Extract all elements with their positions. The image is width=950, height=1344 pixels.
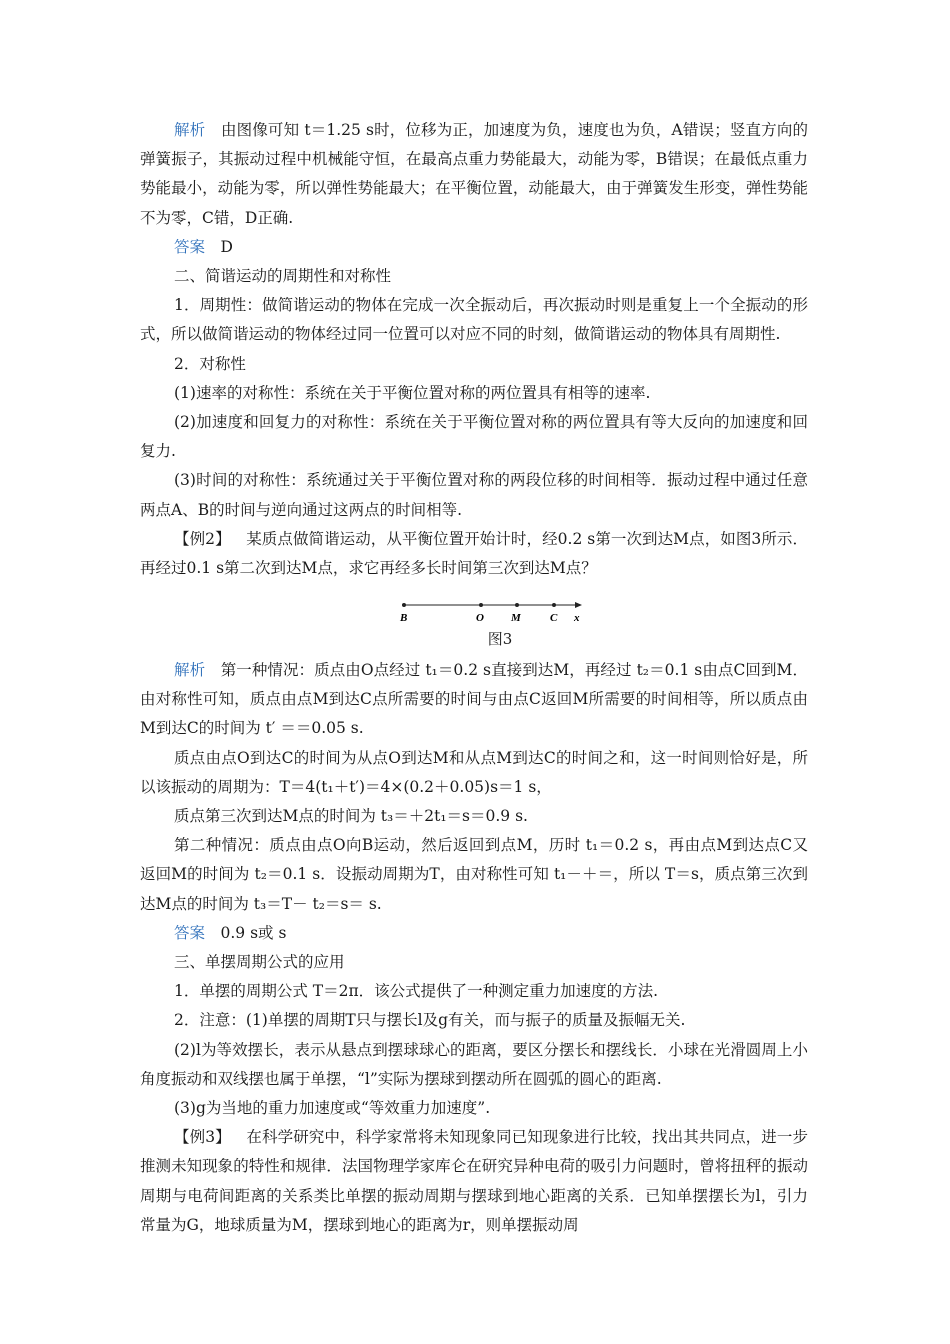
example-3-question: [140, 1123, 808, 1240]
solution-2-text-1: 第一种情况：质点由O点经过 t₁＝0.2 s直接到达M，再经过 t₂＝0.1 s由点C回到M．由对称性可知，质点由点M到达C点所需要的时间与由点C返回M所需要的时间相等，所以质点由M到达C的时间为 t′ ＝＝0.05 s.: [140, 661, 808, 738]
solution-label: 解析: [174, 121, 206, 139]
time-symmetry-paragraph: (3)时间的对称性：系统通过关于平衡位置对称的两段位移的时间相等．振动过程中通过任意两点A、B的时间与逆向通过这两点的时间相等.: [140, 471, 808, 519]
example-3-label: 【例3】: [174, 1128, 231, 1147]
answer-label: 答案: [174, 237, 206, 256]
point-b-dot: [402, 603, 406, 607]
point-o-label: O: [476, 612, 484, 624]
example-2-solution-1: [140, 656, 808, 744]
answer-value: D: [220, 237, 233, 256]
example-3-text: 在科学研究中，科学家常将未知现象同已知现象进行比较，找出其共同点，进一步推测未知现象的特性和规律．法国物理学家库仑在研究异种电荷的吸引力问题时，曾将扭秤的振动周期与电荷间距离的关系类比单摆的振动周期与摆球到地心距离的关系．已知单摆摆长为l，引力常量为G，地球质量为M，摆球到地心的距离为r，则单摆振动周: [140, 1128, 808, 1234]
section-3-heading: 三、单摆周期公式的应用: [174, 953, 345, 972]
speed-symmetry-paragraph: (1)速率的对称性：系统在关于平衡位置对称的两位置具有相等的速率.: [174, 383, 651, 402]
symmetry-heading: 2．对称性: [174, 354, 246, 373]
solution-text: 由图像可知 t＝1.25 s时，位移为正，加速度为负，速度也为负，A错误；竖直方向的弹簧振子，其振动过程中机械能守恒，在最高点重力势能最大，动能为零，B错误；在最低点重力势能最小，动能为零，所以弹性势能最大；在平衡位置，动能最大，由于弹簧发生形变，弹性势能不为零，C错，D正确.: [140, 121, 808, 227]
solution-2-label: 解析: [174, 661, 206, 679]
section-heading: 二、简谐运动的周期性和对称性: [174, 267, 392, 286]
pendulum-note-2: (2)l为等效摆长，表示从悬点到摆球球心的距离，要区分摆长和摆线长．小球在光滑圆周上小角度振动和双线摆也属于单摆，“l”实际为摆球到摆动所在圆弧的圆心的距离.: [140, 1040, 808, 1088]
pendulum-note-3: (3)g为当地的重力加速度或“等效重力加速度”.: [174, 1099, 491, 1118]
example-2-solution-3: 质点第三次到达M点的时间为 t₃＝＋2t₁＝s＝0.9 s.: [174, 807, 528, 826]
point-m-label: M: [511, 612, 521, 624]
figure-3-caption: 图3: [487, 630, 513, 648]
point-m-dot: [515, 603, 519, 607]
point-o-dot: [479, 603, 483, 607]
point-b-label: B: [400, 612, 408, 624]
pendulum-note-1: 2．注意：(1)单摆的周期T只与摆长l及g有关，而与振子的质量及振幅无关.: [174, 1011, 686, 1030]
axis-x-label: x: [574, 612, 580, 624]
example-2-label: 【例2】: [174, 529, 231, 548]
point-c-dot: [552, 603, 556, 607]
pendulum-formula-paragraph: 1．单摆的周期公式 T＝2π．该公式提供了一种测定重力加速度的方法.: [174, 982, 659, 1001]
answer-line-2: [140, 919, 808, 948]
example-2-text: 某质点做简谐运动，从平衡位置开始计时，经0.2 s第一次到达M点，如图3所示．再经过0.1 s第二次到达M点，求它再经多长时间第三次到达M点？: [140, 529, 808, 578]
point-c-label: C: [550, 612, 558, 624]
upper-text-block: [140, 116, 808, 583]
solution-paragraph-1: [140, 116, 808, 233]
periodicity-paragraph: 1．周期性：做简谐运动的物体在完成一次全振动后，再次振动时则是重复上一个全振动的形式，所以做简谐运动的物体经过同一位置可以对应不同的时刻，做简谐运动的物体具有周期性.: [140, 296, 808, 344]
example-2-question: [140, 525, 808, 583]
answer-line-1: [140, 233, 808, 262]
answer-2-label: 答案: [174, 923, 206, 942]
example-2-solution-2: 质点由点O到达C的时间为从点O到达M和从点M到达C的时间之和，这一时间则恰好是，所以该振动的周期为：T＝4(t₁＋t′)＝4×(0.2＋0.05)s＝1 s，: [140, 748, 808, 796]
answer-2-value: 0.9 s或 s: [220, 923, 287, 942]
axis-arrow: [575, 602, 582, 608]
acceleration-symmetry-paragraph: (2)加速度和回复力的对称性：系统在关于平衡位置对称的两位置具有等大反向的加速度和回复力.: [140, 413, 808, 461]
example-2-solution-4: 第二种情况：质点由点O向B运动，然后返回到点M，历时 t₁＝0.2 s，再由点M到达点C又返回M的时间为 t₂＝0.1 s．设振动周期为T，由对称性可知 t₁－＋＝，所以 T＝s，质点第三次到达M点的时间为 t₃＝T－ t₂＝s＝ s.: [140, 836, 808, 913]
lower-text-block: [140, 656, 808, 1240]
